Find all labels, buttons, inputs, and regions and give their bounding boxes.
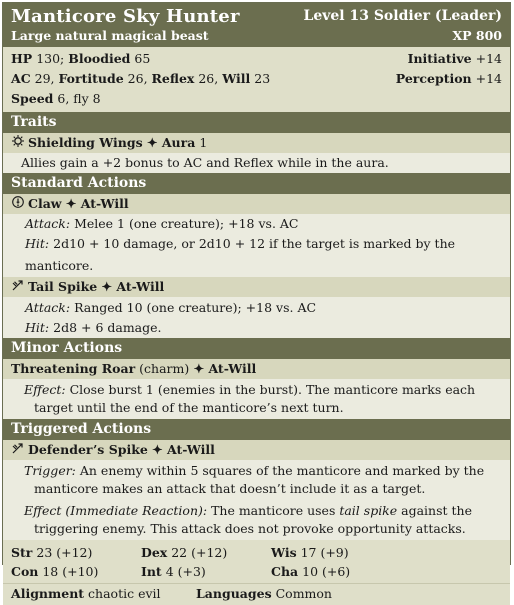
fortitude-value: 26, (123, 71, 152, 86)
dex-label: Dex (141, 545, 168, 560)
ranged-attack-icon (11, 440, 25, 460)
ac-value: 29, (30, 71, 59, 86)
power-name: Claw (28, 196, 62, 211)
power-frequency: At-Will (80, 196, 129, 211)
claw-hit-line: Hit: 2d10 + 10 damage, or 2d10 + 12 if the target is marked by the manticore. (3, 233, 510, 277)
power-claw: Claw ✦ At-Will (3, 194, 510, 214)
stats-row-defenses (11, 69, 502, 89)
effect-label: Effect: (24, 382, 66, 397)
int-value: 4 (+3) (161, 564, 206, 579)
reflex-value: 26, (194, 71, 223, 86)
footer-row (3, 583, 510, 605)
cha-value: 10 (+6) (298, 564, 351, 579)
power-reference: tail spike (339, 503, 398, 518)
stat-block (2, 2, 511, 601)
effect-label: Effect (Immediate Reaction): (24, 503, 208, 518)
aura-description: Allies gain a +2 bonus to AC and Reflex while in the aura. (3, 153, 510, 173)
alignment-value: chaotic evil (84, 586, 161, 601)
str-value: 23 (+12) (32, 545, 93, 560)
stats-row-hp (11, 49, 502, 69)
str-label: Str (11, 545, 33, 560)
section-traits: Traits (3, 112, 510, 133)
power-name: Shielding Wings (28, 135, 143, 150)
power-frequency: Aura (161, 135, 196, 150)
will-label: Will (222, 71, 251, 86)
hit-label: Hit: (25, 236, 50, 251)
fortitude-label: Fortitude (58, 71, 124, 86)
alignment-label: Alignment (11, 586, 85, 601)
dex-value: 22 (+12) (167, 545, 228, 560)
attack-label: Attack: (25, 300, 71, 315)
stats-row-speed (11, 89, 502, 109)
attack-label: Attack: (25, 216, 71, 231)
claw-attack-line: Attack: Melee 1 (one creature); +18 vs. AC (3, 214, 510, 233)
power-shielding-wings: Shielding Wings ✦ Aura 1 (3, 133, 510, 153)
power-name: Tail Spike (28, 279, 98, 294)
languages-label: Languages (196, 586, 272, 601)
initiative-label: Initiative (407, 51, 472, 66)
power-name: Threatening Roar (11, 361, 136, 376)
ac-label: AC (11, 71, 31, 86)
tail-spike-hit-line: Hit: 2d8 + 6 damage. (3, 317, 510, 338)
stat-block-header (3, 3, 510, 47)
bloodied-label: Bloodied (68, 51, 131, 66)
melee-basic-attack-icon (11, 194, 25, 214)
tail-spike-attack-line: Attack: Ranged 10 (one creature); +18 vs. AC (3, 297, 510, 317)
power-defenders-spike: Defender’s Spike ✦ At-Will (3, 440, 510, 460)
section-minor-actions: Minor Actions (3, 338, 510, 359)
section-standard-actions: Standard Actions (3, 173, 510, 194)
reflex-label: Reflex (151, 71, 195, 86)
will-value: 23 (250, 71, 271, 86)
creature-name: Manticore Sky Hunter (11, 6, 240, 27)
ranged-attack-icon (11, 277, 25, 297)
aura-size: 1 (195, 135, 208, 150)
con-value: 18 (+10) (38, 564, 99, 579)
ability-scores (3, 540, 510, 583)
wis-value: 17 (+9) (296, 545, 349, 560)
creature-xp: XP 800 (452, 28, 502, 43)
aura-icon (11, 133, 25, 153)
power-frequency: At-Will (208, 361, 257, 376)
perception-label: Perception (395, 71, 472, 86)
wis-label: Wis (271, 545, 297, 560)
spike-effect-line: Effect (Immediate Reaction): The manticore uses tail spike against the triggering enemy. This attack does not provoke opportunity attacks. (3, 498, 510, 540)
power-frequency: At-Will (116, 279, 165, 294)
con-label: Con (11, 564, 39, 579)
power-name: Defender’s Spike (28, 442, 148, 457)
power-frequency: At-Will (167, 442, 215, 457)
section-triggered-actions: Triggered Actions (3, 419, 510, 440)
creature-level: Level 13 Soldier (Leader) (303, 8, 502, 24)
roar-effect-line: Effect: Close burst 1 (enemies in the burst). The manticore marks each target until the end of the manticore’s next turn. (3, 379, 510, 419)
languages-value: Common (271, 586, 332, 601)
hp-label: HP (11, 51, 33, 66)
hit-label: Hit: (25, 320, 50, 335)
creature-type: Large natural magical beast (11, 28, 209, 43)
trigger-label: Trigger: (24, 463, 76, 478)
core-stats (3, 47, 510, 112)
bloodied-value: 65 (130, 51, 151, 66)
initiative-value: +14 (471, 51, 502, 66)
int-label: Int (141, 564, 162, 579)
spike-trigger-line: Trigger: An enemy within 5 squares of the manticore and marked by the manticore makes an attack that doesn’t include it as a target. (3, 460, 510, 498)
speed-label: Speed (11, 91, 54, 106)
power-threatening-roar: Threatening Roar (charm) ✦ At-Will (3, 359, 510, 379)
power-tail-spike: Tail Spike ✦ At-Will (3, 277, 510, 297)
cha-label: Cha (271, 564, 299, 579)
hp-value: 130; (32, 51, 69, 66)
power-keyword: (charm) (135, 361, 190, 376)
perception-value: +14 (471, 71, 502, 86)
speed-value: 6, fly 8 (53, 91, 101, 106)
